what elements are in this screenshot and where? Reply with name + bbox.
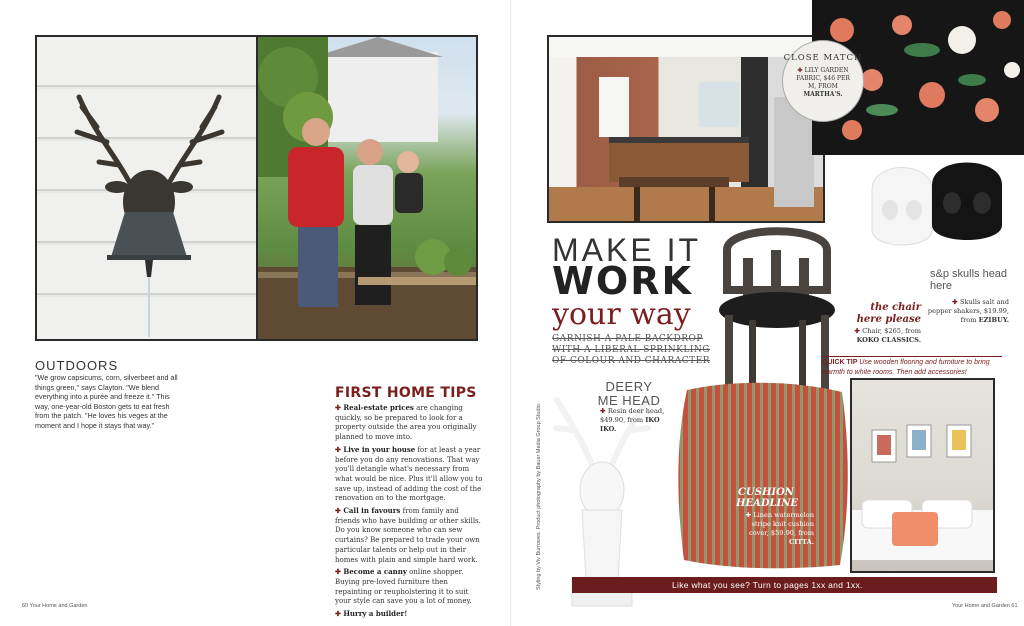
deer-bell-photo — [35, 35, 258, 341]
quick-tip-text: Use wooden flooring and furniture to bring warmth to white rooms. Then add accessories! — [822, 359, 990, 376]
tip-item — [335, 445, 483, 504]
tip-bold: Call in favours — [343, 506, 401, 516]
close-match-text: LILY GARDEN FABRIC, $46 PER M, FROM — [796, 67, 850, 90]
garden-family-photo — [256, 35, 478, 341]
cross-icon: ✚ — [335, 567, 344, 577]
bottom-band — [572, 577, 997, 593]
garden-family-illustration — [258, 37, 478, 341]
tip-item — [335, 403, 483, 443]
cushion-brand: CITTA. — [789, 538, 814, 546]
deer-bell-illustration — [37, 37, 258, 341]
tip-item — [335, 609, 483, 620]
tips-title: FIRST HOME TIPS — [335, 385, 477, 401]
tip-text: online shopper. Buying pre-loved furniture then repainting or reupholstering it to suit your style can save you a lot of money. — [335, 568, 472, 606]
deer-heading: DEERY ME HEAD — [597, 379, 661, 408]
headline-line3: your way — [552, 297, 691, 332]
cross-icon: ✚ — [335, 444, 344, 454]
outdoors-heading: OUTDOORS — [35, 358, 119, 373]
bedroom-illustration — [852, 380, 995, 573]
cross-icon: ✚ — [335, 506, 344, 516]
outdoors-body: "We grow capsicums, corn, silverbeet and all things green," says Clayton. "We blend everything into a purée and freeze it." This way, one-year-old Boston gets to eat fresh from the patch. "He loves his veges at the moment and I hope it stays that way." — [35, 373, 178, 430]
skulls-brand: EZIBUY. — [978, 316, 1009, 324]
kitchen-photo — [547, 35, 825, 223]
cross-icon: ✚ — [600, 407, 608, 415]
skulls-image — [862, 155, 1012, 265]
headline-sub: GARNISH A PALE BACKDROP WITH A LIBERAL SPRINKLING OF COLOUR AND CHARACTER — [552, 334, 711, 366]
right-folio: Your Home and Garden 61 — [952, 603, 1018, 609]
cross-icon: ✚ — [854, 327, 863, 335]
cushion-body — [734, 511, 814, 547]
chair-body — [849, 327, 921, 345]
tip-text: from family and friends who have building or other skills. Do you know someone who can sew curtains? Be prepared to trade your own particular talents or help out in their homes with plain and simple hard work. — [335, 507, 481, 564]
chair-text: Chair, $265, from — [862, 327, 921, 335]
bedroom-photo — [850, 378, 995, 573]
cross-icon: ✚ — [745, 511, 754, 519]
cushion-title: CUSHION HEADLINE — [736, 487, 798, 509]
skulls-text: Skulls salt and pepper shakers, $19.99, from — [927, 298, 1009, 324]
skulls-body — [927, 298, 1009, 325]
kitchen-illustration — [549, 37, 825, 223]
right-page — [512, 0, 1024, 626]
cross-icon: ✚ — [335, 609, 344, 619]
tip-item — [335, 567, 483, 607]
quick-tip-label: QUICK TIP — [822, 359, 858, 366]
close-match-brand: MARTHA'S. — [803, 91, 843, 98]
close-match-title: CLOSE MATCH — [783, 53, 863, 63]
tip-bold: Real-estate prices — [343, 403, 414, 412]
deer-brand: IKO IKO. — [600, 416, 660, 433]
tip-bold: Hurry a builder! — [343, 609, 408, 619]
band-text: Like what you see? Turn to pages 1xx and 1xx. — [672, 580, 863, 590]
cushion-text: Linen watermelon stripe knit cushion cover, $59.90, from — [749, 511, 814, 537]
tips-list — [335, 403, 483, 622]
tip-text: are changing quickly, so be prepared to look for a property outside the area you originally planned to move into. — [335, 404, 477, 442]
chair-brand: KOKO CLASSICS. — [856, 336, 921, 344]
cross-icon: ✚ — [335, 403, 344, 412]
deer-body — [600, 407, 670, 434]
photo-credit: Styling by Viv Burrowes. Product photography by Bauer Media Group Studio. — [536, 402, 542, 590]
cross-icon: ✚ — [797, 67, 805, 74]
headline-line1: MAKE IT — [552, 232, 702, 268]
close-match-badge — [782, 40, 864, 122]
skulls-illustration — [862, 155, 1012, 265]
tip-item — [335, 506, 483, 565]
cross-icon: ✚ — [952, 298, 960, 306]
tip-bold: Become a canny — [343, 567, 407, 577]
tip-bold: Live in your house — [343, 444, 416, 454]
close-match-body — [793, 67, 853, 99]
tip-text: for at least a year before you do any renovations. That way you'll detangle what's necessary from what would be nice. Plus it'll allow you to save up, instead of adding the cost of the renovation on to the mortgage. — [335, 445, 483, 503]
quick-tip — [822, 356, 1002, 378]
headline-line2: WORK — [552, 259, 693, 303]
chair-title: the chair here please — [856, 302, 921, 325]
skulls-heading: s&p skulls head here — [930, 268, 1008, 292]
deer-text: Resin deer head, $49.90, from — [600, 407, 665, 424]
left-folio: 60 Your Home and Garden — [22, 603, 88, 609]
